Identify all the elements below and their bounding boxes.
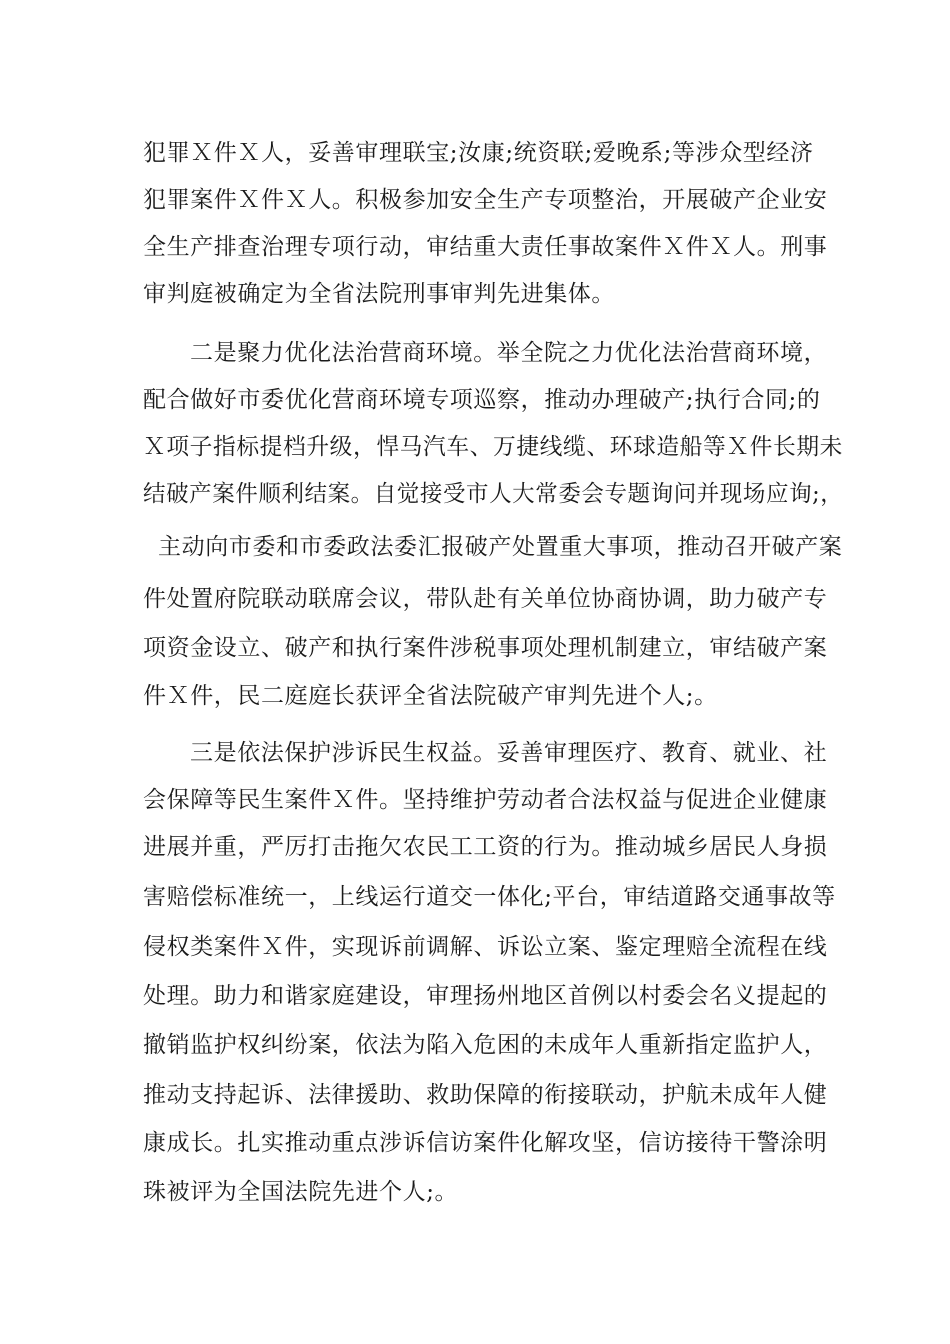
text-line: 进展并重，严厉打击拖欠农民工工资的行为。推动城乡居民人身损 <box>143 834 828 860</box>
text-line: 害赔偿标准统一，上线运行道交一体化;平台，审结道路交通事故等 <box>143 884 836 910</box>
text-line: 项资金设立、破产和执行案件涉税事项处理机制建立，审结破产案 <box>143 635 828 661</box>
text-line: 审判庭被确定为全省法院刑事审判先进集体。 <box>143 281 615 307</box>
text-line: 珠被评为全国法院先进个人;。 <box>143 1179 459 1205</box>
text-line: 全生产排查治理专项行动，审结重大责任事故案件Ｘ件Ｘ人。刑事 <box>143 234 828 260</box>
text-line: 侵权类案件Ｘ件，实现诉前调解、诉讼立案、鉴定理赔全流程在线 <box>143 934 828 960</box>
text-line: 配合做好市委优化营商环境专项巡察，推动办理破产;执行合同;的 <box>143 387 821 413</box>
text-line: 犯罪案件Ｘ件Ｘ人。积极参加安全生产专项整治，开展破产企业安 <box>143 187 828 213</box>
text-line: 会保障等民生案件Ｘ件。坚持维护劳动者合法权益与促进企业健康 <box>143 787 828 813</box>
text-line: 结破产案件顺利结案。自觉接受市人大常委会专题询问并现场应询;， <box>143 481 844 507</box>
text-line: 康成长。扎实推动重点涉诉信访案件化解攻坚，信访接待干警涂明 <box>143 1130 828 1156</box>
text-line: 处理。助力和谐家庭建设，审理扬州地区首例以村委会名义提起的 <box>143 983 828 1009</box>
paragraph-start-line: 三是依法保护涉诉民生权益。妥善审理医疗、教育、就业、社 <box>190 740 828 766</box>
text-line: 犯罪Ｘ件Ｘ人，妥善审理联宝;汝康;统资联;爱晚系;等涉众型经济 <box>143 140 814 166</box>
text-line: 主动向市委和市委政法委汇报破产处置重大事项，推动召开破产案 <box>158 534 843 560</box>
text-line: 件Ｘ件，民二庭庭长获评全省法院破产审判先进个人;。 <box>143 683 718 709</box>
text-line: 推动支持起诉、法律援助、救助保障的衔接联动，护航未成年人健 <box>143 1082 828 1108</box>
text-line: 件处置府院联动联席会议，带队赴有关单位协商协调，助力破产专 <box>143 586 828 612</box>
text-line: 撤销监护权纠纷案，依法为陷入危困的未成年人重新指定监护人， <box>143 1032 828 1058</box>
paragraph-start-line: 二是聚力优化法治营商环境。举全院之力优化法治营商环境， <box>190 340 828 366</box>
text-line: Ｘ项子指标提档升级，悍马汽车、万捷线缆、环球造船等Ｘ件长期未 <box>143 434 843 460</box>
